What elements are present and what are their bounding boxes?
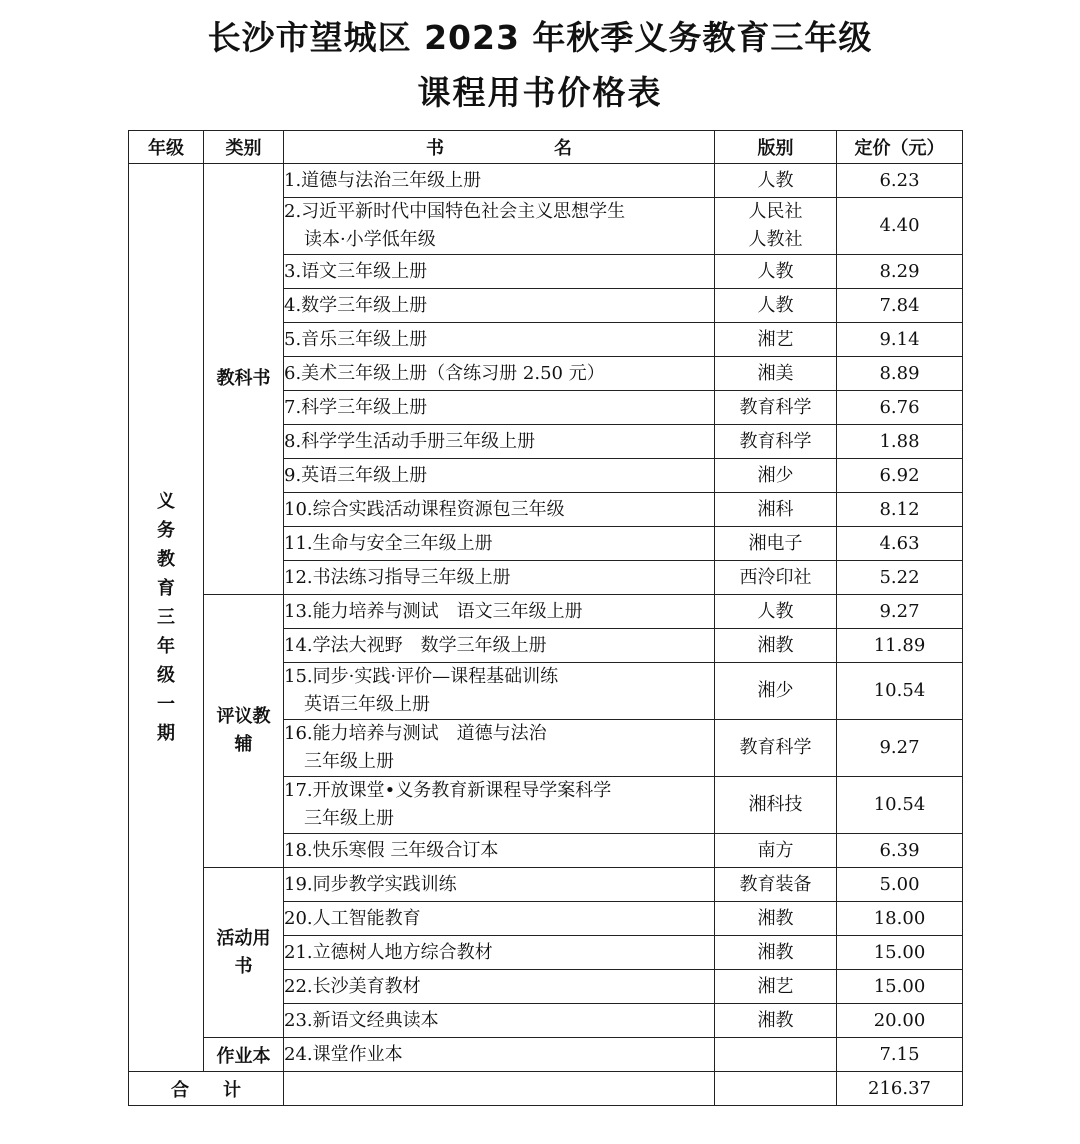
book-name: 6.美术三年级上册（含练习册 2.50 元） (284, 362, 605, 384)
book-name-cell (284, 527, 715, 561)
price-cell: 4.63 (837, 527, 963, 561)
table-row (129, 868, 963, 902)
price-cell: 6.76 (837, 391, 963, 425)
category-cell-activity (204, 868, 284, 1038)
book-name: 23.新语文经典读本 (284, 1009, 439, 1031)
price-cell: 18.00 (837, 902, 963, 936)
book-name-cell (284, 1004, 715, 1038)
publisher: 湘教 (757, 634, 794, 656)
book-name: 17.开放课堂•义务教育新课程导学案科学 (284, 780, 612, 801)
book-name-cell (284, 357, 715, 391)
publisher: 教育科学 (739, 737, 812, 758)
price-cell: 9.14 (837, 323, 963, 357)
publisher-cell (715, 255, 837, 289)
book-name-cell (284, 902, 715, 936)
book-name: 3.语文三年级上册 (284, 260, 428, 282)
header-row (129, 131, 963, 164)
publisher-cell (715, 289, 837, 323)
publisher-cell (715, 493, 837, 527)
page-subtitle: 课程用书价格表 (417, 73, 663, 112)
book-name-cell (284, 834, 715, 868)
grade-cell (129, 164, 204, 1072)
book-name: 24.课堂作业本 (284, 1043, 403, 1065)
book-name: 16.能力培养与测试 道德与法治 (284, 723, 547, 744)
book-name-cell (284, 323, 715, 357)
header-category: 类别 (204, 131, 284, 164)
publisher: 湘教 (757, 941, 794, 963)
publisher: 湘科 (757, 498, 794, 520)
book-name-cell (284, 970, 715, 1004)
price-cell: 1.88 (837, 425, 963, 459)
header-book-name: 书 名 (284, 131, 715, 164)
table-row (129, 595, 963, 629)
header-price: 定价（元） (837, 131, 963, 164)
header-publisher: 版别 (715, 131, 837, 164)
publisher: 人民社 (748, 201, 803, 222)
category-label: 活动用书 (216, 927, 271, 977)
publisher-cell (715, 663, 837, 720)
publisher: 教育科学 (739, 396, 812, 418)
book-name-cell (284, 459, 715, 493)
publisher: 湘教 (757, 907, 794, 929)
publisher-cell (715, 561, 837, 595)
book-name: 7.科学三年级上册 (284, 396, 428, 418)
total-name-empty (284, 1072, 715, 1106)
publisher-cell (715, 902, 837, 936)
book-name-cell (284, 777, 715, 834)
publisher-cell (715, 391, 837, 425)
total-row (129, 1072, 963, 1106)
book-name: 2.习近平新时代中国特色社会主义思想学生 (284, 201, 626, 222)
price-cell: 20.00 (837, 1004, 963, 1038)
book-name-cell (284, 425, 715, 459)
book-name-cell (284, 255, 715, 289)
book-name-cell (284, 936, 715, 970)
price-cell: 5.00 (837, 868, 963, 902)
book-name-cell (284, 391, 715, 425)
publisher: 教育科学 (739, 430, 812, 452)
book-name: 14.学法大视野 数学三年级上册 (284, 634, 547, 656)
publisher: 湘电子 (748, 532, 803, 554)
book-name-cell (284, 868, 715, 902)
book-name-cell (284, 720, 715, 777)
category-cell-homework (204, 1038, 284, 1072)
price-cell: 7.15 (837, 1038, 963, 1072)
header-grade: 年级 (129, 131, 204, 164)
publisher: 湘艺 (757, 975, 794, 997)
publisher: 湘少 (757, 464, 794, 486)
book-name: 8.科学学生活动手册三年级上册 (284, 430, 536, 452)
book-name-cell (284, 629, 715, 663)
book-name-cell (284, 561, 715, 595)
price-cell: 15.00 (837, 936, 963, 970)
table-row (129, 1038, 963, 1072)
book-name-cell (284, 595, 715, 629)
category-label: 教科书 (216, 368, 271, 389)
book-name: 1.道德与法治三年级上册 (284, 169, 482, 191)
price-cell: 9.27 (837, 595, 963, 629)
price-cell: 8.89 (837, 357, 963, 391)
publisher: 人教 (757, 294, 794, 316)
publisher-cell (715, 1004, 837, 1038)
publisher-cell (715, 164, 837, 198)
book-name: 22.长沙美育教材 (284, 975, 421, 997)
grade-label: 义务教育三年级一期 (156, 491, 175, 744)
publisher-cell (715, 459, 837, 493)
publisher-cell (715, 629, 837, 663)
publisher-cell (715, 323, 837, 357)
publisher: 湘艺 (757, 328, 794, 350)
publisher: 教育装备 (739, 873, 812, 895)
price-cell: 6.39 (837, 834, 963, 868)
publisher: 人教 (757, 260, 794, 282)
price-cell: 6.23 (837, 164, 963, 198)
price-cell: 15.00 (837, 970, 963, 1004)
book-name: 11.生命与安全三年级上册 (284, 532, 493, 554)
book-name: 15.同步·实践·评价—课程基础训练 (284, 666, 559, 687)
price-table (128, 130, 963, 1106)
book-name-cell (284, 663, 715, 720)
total-publisher-empty (715, 1072, 837, 1106)
book-name-cell (284, 198, 715, 255)
book-name-cell (284, 1038, 715, 1072)
publisher: 人教 (757, 600, 794, 622)
price-cell: 11.89 (837, 629, 963, 663)
publisher: 西泠印社 (739, 566, 812, 588)
price-cell: 6.92 (837, 459, 963, 493)
book-name: 4.数学三年级上册 (284, 294, 428, 316)
price-cell: 9.27 (837, 720, 963, 777)
book-name: 20.人工智能教育 (284, 907, 421, 929)
book-name-cell (284, 289, 715, 323)
total-price: 216.37 (837, 1072, 963, 1106)
publisher-cell (715, 720, 837, 777)
price-cell: 5.22 (837, 561, 963, 595)
total-label: 合 计 (129, 1072, 284, 1106)
book-name-line2: 三年级上册 (304, 808, 394, 829)
publisher-cell (715, 970, 837, 1004)
publisher-cell (715, 936, 837, 970)
publisher: 湘教 (757, 1009, 794, 1031)
book-name-cell (284, 493, 715, 527)
publisher-cell (715, 357, 837, 391)
book-name: 13.能力培养与测试 语文三年级上册 (284, 600, 583, 622)
publisher: 南方 (757, 839, 794, 861)
publisher: 湘科技 (748, 794, 803, 815)
book-name: 21.立德树人地方综合教材 (284, 941, 493, 963)
book-name: 5.音乐三年级上册 (284, 328, 428, 350)
category-cell-review (204, 595, 284, 868)
book-name: 19.同步教学实践训练 (284, 873, 457, 895)
book-name: 12.书法练习指导三年级上册 (284, 566, 511, 588)
category-label: 评议教辅 (216, 706, 271, 755)
table-row (129, 164, 963, 198)
price-cell: 10.54 (837, 663, 963, 720)
book-name: 9.英语三年级上册 (284, 464, 428, 486)
price-cell: 4.40 (837, 198, 963, 255)
price-cell: 7.84 (837, 289, 963, 323)
book-name: 10.综合实践活动课程资源包三年级 (284, 498, 565, 520)
book-name-line2: 三年级上册 (304, 751, 394, 772)
price-cell: 10.54 (837, 777, 963, 834)
publisher-cell (715, 834, 837, 868)
publisher-cell (715, 595, 837, 629)
publisher: 湘美 (757, 362, 794, 384)
publisher: 湘少 (757, 680, 794, 701)
publisher-cell (715, 777, 837, 834)
category-label: 作业本 (216, 1045, 271, 1067)
price-cell: 8.12 (837, 493, 963, 527)
publisher-cell (715, 198, 837, 255)
page-title: 长沙市望城区 2023 年秋季义务教育三年级 (207, 18, 873, 57)
publisher-cell (715, 425, 837, 459)
category-cell-textbook (204, 164, 284, 595)
book-name-line2: 读本·小学低年级 (304, 229, 436, 250)
book-name-cell (284, 164, 715, 198)
price-cell: 8.29 (837, 255, 963, 289)
publisher-cell (715, 527, 837, 561)
publisher-cell (715, 1038, 837, 1072)
book-name-line2: 英语三年级上册 (304, 694, 430, 715)
publisher: 人教 (757, 169, 794, 191)
book-name: 18.快乐寒假 三年级合订本 (284, 839, 499, 861)
publisher-line2: 人教社 (748, 229, 803, 250)
publisher-cell (715, 868, 837, 902)
